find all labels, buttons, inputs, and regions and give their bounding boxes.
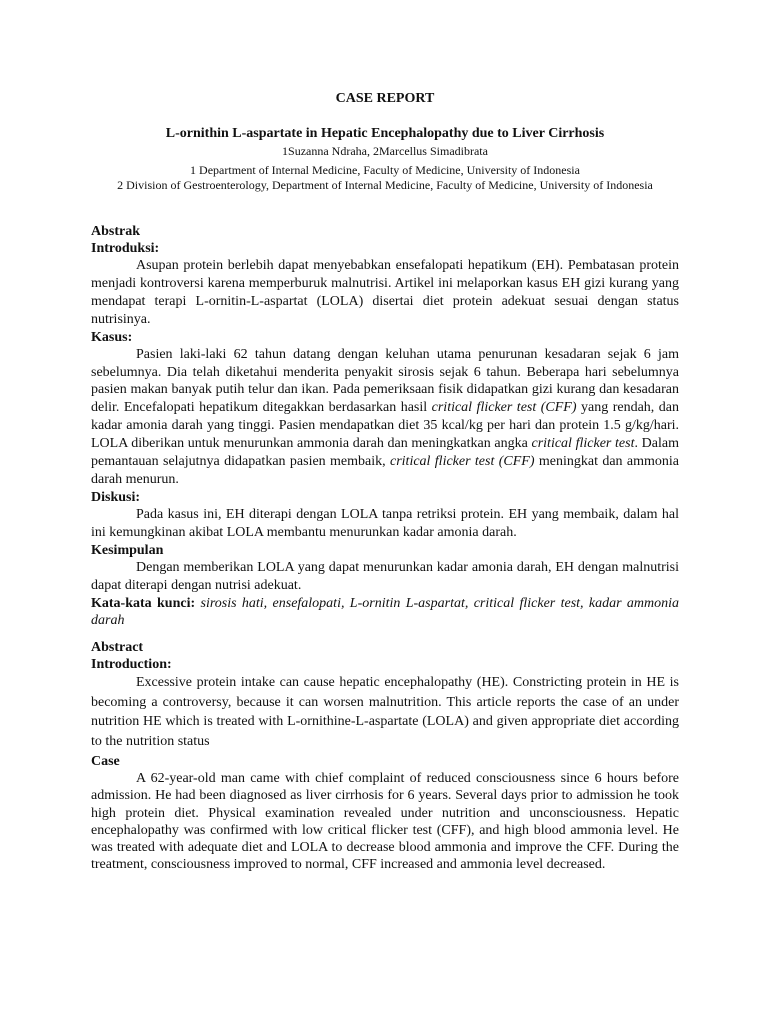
kasus-paragraph	[91, 346, 679, 489]
affiliation-1: 1 Department of Internal Medicine, Faculty of Medicine, University of Indonesia	[190, 163, 580, 177]
abstrak-section	[91, 223, 679, 630]
kasus-italic-3: critical flicker test (CFF)	[390, 454, 535, 470]
keywords-list: sirosis hati, ensefalopati, L-ornitin L-aspartat, critical flicker test, kadar ammonia darah	[91, 595, 679, 629]
affiliation-2: 2 Division of Gestroenterology, Department of Internal Medicine, Faculty of Medicine, University of Indonesia	[117, 178, 653, 192]
kasus-text-4: meningkat dan ammonia darah menurun.	[91, 454, 679, 487]
introduction-heading: Introduction:	[91, 657, 172, 672]
keywords-label: Kata-kata kunci:	[91, 595, 196, 611]
kasus-italic-1: critical flicker test (CFF)	[431, 400, 577, 416]
diskusi-heading: Diskusi:	[91, 489, 141, 505]
case-paragraph: A 62-year-old man came with chief complaint of reduced consciousness since 6 hours before admission. He had been diagnosed as liver cirrhosis for 6 years. Several days prior to admission he took high protein diet. Physical examination revealed under nutrition and unconsciousness. Hepatic encephalopathy was confirmed with low critical flicker test (CFF), and high blood ammonia level. He was treated with adequate diet and LOLA to decrease blood ammonia and improve the CFF. During the treatment, consciousness improved to normal, CFF increased and ammonia level decreased.	[91, 771, 679, 873]
kesimpulan-paragraph: Dengan memberikan LOLA yang dapat menurunkan kadar amonia darah, EH dengan malnutrisi dapat diterapi dengan nutrisi adekuat.	[91, 559, 679, 593]
kasus-heading: Kasus:	[91, 329, 133, 345]
introduksi-heading: Introduksi:	[91, 241, 160, 256]
report-type-heading: CASE REPORT	[335, 91, 435, 106]
abstrak-heading: Abstrak	[91, 224, 141, 239]
abstract-section	[91, 639, 679, 874]
diskusi-paragraph: Pada kasus ini, EH diterapi dengan LOLA tanpa retriksi protein. EH yang membaik, dalam hal ini kemungkinan akibat LOLA membantu menurunkan kadar amonia darah.	[91, 506, 679, 540]
abstract-heading: Abstract	[91, 640, 144, 655]
article-title: L-ornithin L-aspartate in Hepatic Encephalopathy due to Liver Cirrhosis	[165, 126, 605, 141]
introduksi-paragraph: Asupan protein berlebih dapat menyebabkan ensefalopati hepatikum (EH). Pembatasan protein menjadi kontroversi karena memperburuk malnutrisi. Artikel ini melaporkan kasus EH gizi kurang yang mendapat terapi L-ornitin-L-aspartat (LOLA) disertai diet protein adekuat sesuai dengan status nutrisinya.	[91, 258, 679, 327]
kasus-italic-2: critical flicker test	[531, 436, 635, 452]
introduction-paragraph: Excessive protein intake can cause hepatic encephalopathy (HE). Constricting protein in HE is becoming a controversy, because it can worsen malnutrition. This article reports the case of an under nutrition HE which is treated with L-ornithine-L-aspartate (LOLA) and given appropriate diet according to the nutrition status	[91, 675, 679, 749]
kasus-text-1: Pasien laki-laki 62 tahun datang dengan keluhan utama penurunan kesadaran sejak 6 jam sebelumnya. Dia telah diketahui menderita penyakit sirosis sejak 6 tahun. Beberapa hari sebelumnya pasien makan banyak putih telur dan ikan. Pada pemeriksaan fisik didapatkan gizi kurang dan kesadaran delir. Encefalopati hepatikum ditegakkan berdasarkan hasil	[91, 346, 679, 416]
keywords-line	[91, 595, 679, 631]
author-list: 1Suzanna Ndraha, 2Marcellus Simadibrata	[282, 144, 488, 158]
case-heading: Case	[91, 754, 120, 769]
kasus-text-2: yang rendah, dan kadar amonia darah yang tinggi. Pasien mendapatkan diet 35 kcal/kg per hari dan protein 1.5 g/kg/hari. LOLA diberikan untuk menurunkan ammonia darah dan meningkatkan angka	[91, 400, 679, 452]
kasus-text-3: . Dalam pemantauan selajutnya didapatkan pasien membaik,	[91, 436, 679, 470]
kesimpulan-heading: Kesimpulan	[91, 542, 164, 558]
document-page	[91, 0, 679, 1024]
